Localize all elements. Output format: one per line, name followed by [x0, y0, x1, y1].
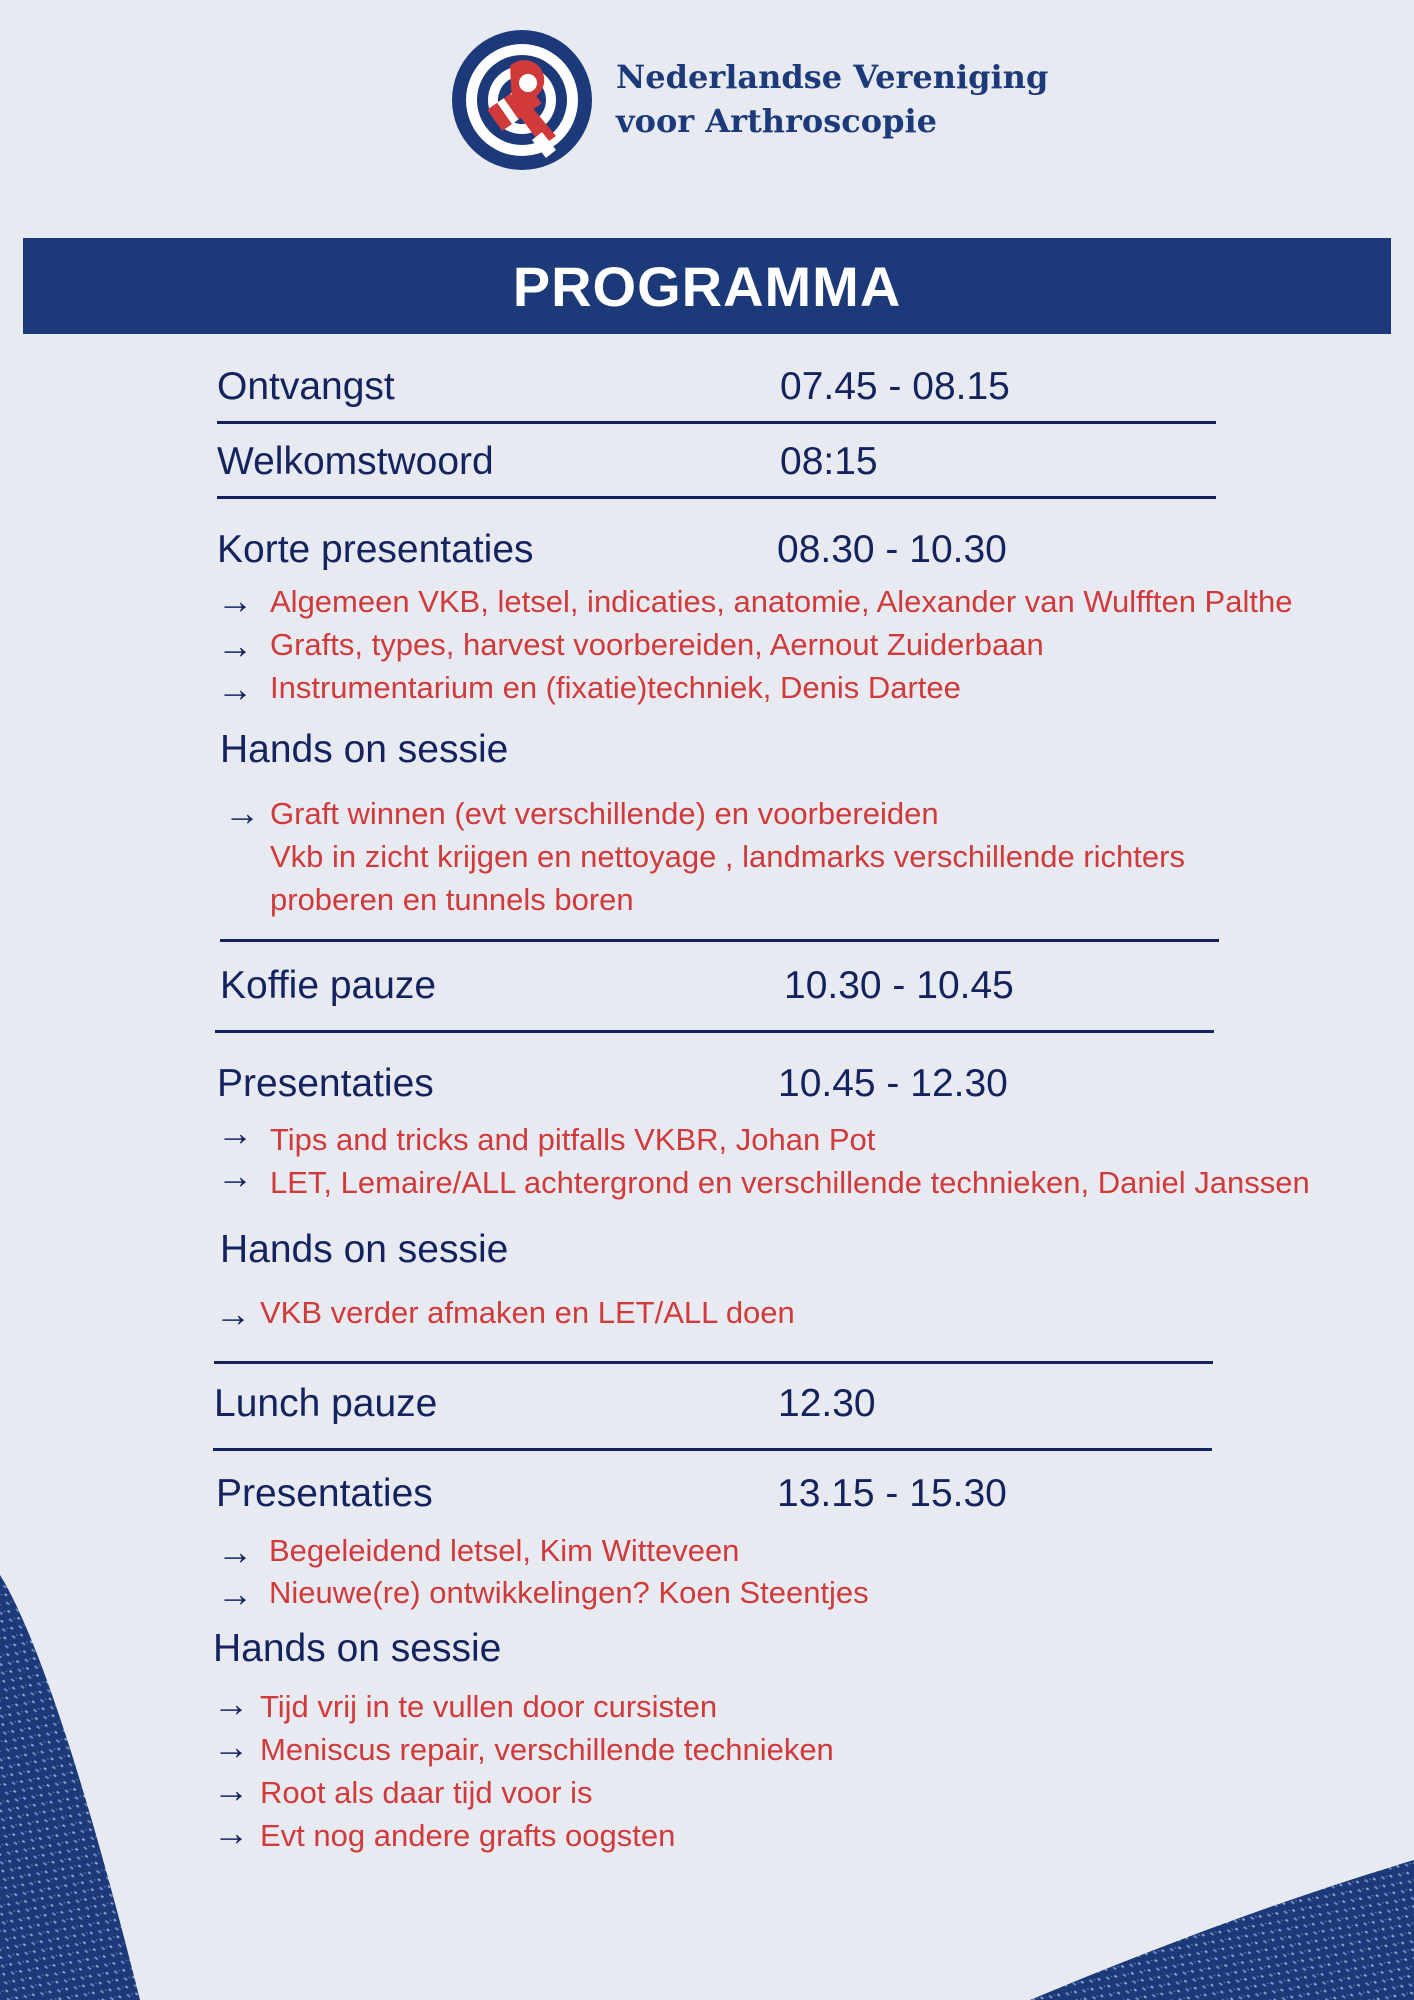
list-item: LET, Lemaire/ALL achtergrond en verschillende technieken, Daniel Janssen — [270, 1165, 1310, 1200]
nva-logo — [450, 28, 594, 172]
ontvangst-label: Ontvangst — [217, 365, 395, 408]
hands-on-sessie-label: Hands on sessie — [213, 1627, 502, 1670]
arrow-icon: → — [217, 1112, 253, 1153]
list-item: VKB verder afmaken en LET/ALL doen — [260, 1295, 795, 1330]
divider — [215, 1030, 1214, 1033]
divider — [213, 1448, 1212, 1451]
program-title: PROGRAMMA — [512, 254, 902, 318]
arrow-icon: → — [213, 1812, 249, 1853]
arrow-icon: → — [217, 1573, 253, 1614]
list-item: Meniscus repair, verschillende technieken — [260, 1732, 834, 1767]
lunch-pauze-label: Lunch pauze — [214, 1382, 438, 1425]
arrow-icon: → — [213, 1769, 249, 1810]
arrow-icon: → — [217, 1155, 253, 1196]
arrow-icon: → — [224, 792, 260, 833]
arrow-icon: → — [215, 1293, 251, 1334]
presentaties-label: Presentaties — [216, 1472, 433, 1515]
divider — [214, 1361, 1213, 1364]
divider — [217, 421, 1216, 424]
welkomstwoord-time: 08:15 — [780, 440, 878, 483]
presentaties-time: 10.45 - 12.30 — [778, 1062, 1008, 1105]
lunch-pauze-time: 12.30 — [778, 1382, 876, 1425]
divider — [217, 496, 1216, 499]
list-item: Instrumentarium en (fixatie)techniek, Denis Dartee — [270, 670, 961, 705]
organization-name-line2: voor Arthroscopie — [616, 102, 937, 140]
welkomstwoord-label: Welkomstwoord — [217, 440, 494, 483]
ontvangst-time: 07.45 - 08.15 — [780, 365, 1010, 408]
program-banner — [23, 238, 1391, 334]
korte-presentaties-time: 08.30 - 10.30 — [777, 528, 1007, 571]
list-item: Graft winnen (evt verschillende) en voorbereiden — [270, 796, 939, 831]
divider — [220, 939, 1219, 942]
list-item: Evt nog andere grafts oogsten — [260, 1818, 676, 1853]
list-item: Algemeen VKB, letsel, indicaties, anatomie, Alexander van Wulfften Palthe — [270, 584, 1293, 619]
koffie-pauze-label: Koffie pauze — [220, 964, 437, 1007]
list-item: Tips and tricks and pitfalls VKBR, Johan Pot — [270, 1122, 876, 1157]
arrow-icon: → — [217, 668, 253, 709]
hands-on-sessie-label: Hands on sessie — [220, 1228, 509, 1271]
koffie-pauze-time: 10.30 - 10.45 — [784, 964, 1014, 1007]
presentaties-time: 13.15 - 15.30 — [777, 1472, 1007, 1515]
list-item: Begeleidend letsel, Kim Witteveen — [269, 1533, 740, 1568]
arrow-icon: → — [217, 625, 253, 666]
arrow-icon: → — [213, 1683, 249, 1724]
list-item-continuation: proberen en tunnels boren — [270, 882, 634, 917]
korte-presentaties-label: Korte presentaties — [217, 528, 534, 571]
list-item: Tijd vrij in te vullen door cursisten — [260, 1689, 718, 1724]
arrow-icon: → — [217, 1531, 253, 1572]
arrow-icon: → — [217, 580, 253, 621]
hands-on-sessie-label: Hands on sessie — [220, 728, 509, 771]
list-item: Nieuwe(re) ontwikkelingen? Koen Steentjes — [269, 1575, 869, 1610]
list-item: Root als daar tijd voor is — [260, 1775, 593, 1810]
arrow-icon: → — [213, 1726, 249, 1767]
list-item-continuation: Vkb in zicht krijgen en nettoyage , landmarks verschillende richters — [270, 839, 1185, 874]
organization-name-line1: Nederlandse Vereniging — [616, 58, 1049, 96]
organization-name — [616, 55, 1048, 143]
list-item: Grafts, types, harvest voorbereiden, Aernout Zuiderbaan — [270, 627, 1044, 662]
presentaties-label: Presentaties — [217, 1062, 434, 1105]
